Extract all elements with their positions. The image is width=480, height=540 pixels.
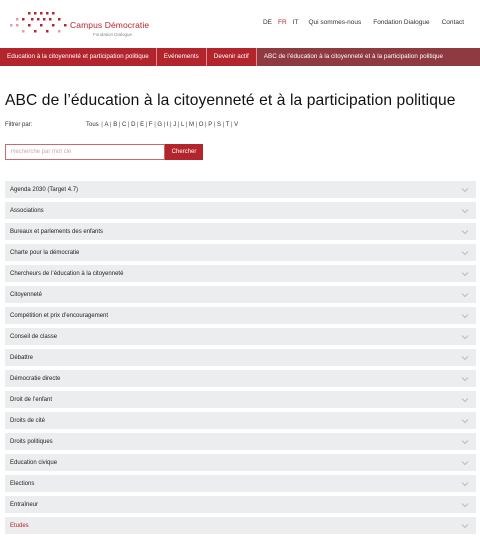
separator: | xyxy=(127,122,130,128)
glossary-row-label: Education civique xyxy=(10,459,58,466)
separator: | xyxy=(177,122,180,128)
filter-letter-t[interactable]: T xyxy=(225,122,230,128)
glossary-row[interactable] xyxy=(5,391,476,408)
separator: | xyxy=(213,122,216,128)
glossary-row-label: Droits politiques xyxy=(10,438,53,445)
glossary-row[interactable] xyxy=(5,496,476,513)
nav-item-devenir-actif[interactable]: Devenir actif xyxy=(207,48,257,66)
filter-letter-s[interactable]: S xyxy=(216,122,221,128)
glossary-row-label: Conseil de classe xyxy=(10,333,58,340)
glossary-row-label: Chercheurs de l’éducation à la citoyenneté xyxy=(10,270,124,277)
glossary-row-label: Entraîneur xyxy=(10,501,39,508)
glossary-row-label: Compétition et prix d’encouragement xyxy=(10,312,109,319)
filter-letter-i[interactable]: I xyxy=(166,122,169,128)
filter-letter-b[interactable]: B xyxy=(113,122,118,128)
main-navigation xyxy=(0,48,480,66)
header xyxy=(0,0,480,44)
filter-letter-m[interactable]: M xyxy=(189,122,195,128)
chevron-down-icon[interactable] xyxy=(460,291,470,299)
page-title: ABC de l’éducation à la citoyenneté et à la participation politique xyxy=(5,92,456,109)
filter-letter-c[interactable]: C xyxy=(121,122,127,128)
separator: | xyxy=(163,122,166,128)
separator: | xyxy=(195,122,198,128)
chevron-down-icon[interactable] xyxy=(460,396,470,404)
chevron-down-icon[interactable] xyxy=(460,459,470,467)
separator: | xyxy=(170,122,172,128)
separator: | xyxy=(110,122,112,128)
glossary-row[interactable] xyxy=(5,244,476,261)
filter-letter-v[interactable]: V xyxy=(234,122,239,128)
chevron-down-icon[interactable] xyxy=(460,333,470,341)
separator: | xyxy=(185,122,188,128)
glossary-row[interactable] xyxy=(5,328,476,345)
filter-letter-f[interactable]: F xyxy=(148,122,153,128)
glossary-row-label: Droits de cité xyxy=(10,417,46,424)
logo-title: Campus Démocratie xyxy=(70,20,150,30)
glossary-row[interactable] xyxy=(5,517,476,534)
filter-letter-g[interactable]: G xyxy=(157,122,163,128)
link-qui-sommes-nous[interactable]: Qui sommes-nous xyxy=(308,19,362,26)
filter-letter-l[interactable]: L xyxy=(180,122,185,128)
filter-all[interactable]: Tous xyxy=(86,122,99,128)
lang-fr[interactable]: FR xyxy=(278,19,287,26)
filter-letter-j[interactable]: J xyxy=(173,122,177,128)
chevron-down-icon[interactable] xyxy=(460,522,470,530)
chevron-down-icon[interactable] xyxy=(460,480,470,488)
glossary-row-label: Etudes xyxy=(10,522,29,529)
glossary-row[interactable] xyxy=(5,286,476,303)
filter-letter-e[interactable]: E xyxy=(140,122,145,128)
glossary-row-label: Citoyenneté xyxy=(10,291,43,298)
nav-item-abc[interactable]: ABC de l’éducation à la citoyenneté et à la participation politique xyxy=(257,48,480,66)
filter-letter-a[interactable]: A xyxy=(104,122,109,128)
glossary-row-label: Démocratie directe xyxy=(10,375,61,382)
chevron-down-icon[interactable] xyxy=(460,312,470,320)
glossary-list xyxy=(5,181,476,538)
logo[interactable] xyxy=(8,8,148,38)
chevron-down-icon[interactable] xyxy=(460,270,470,278)
glossary-row-label: Droit de l’enfant xyxy=(10,396,53,403)
filter-letter-p[interactable]: P xyxy=(208,122,213,128)
link-contact[interactable]: Contact xyxy=(441,19,464,26)
glossary-row[interactable] xyxy=(5,265,476,282)
chevron-down-icon[interactable] xyxy=(460,228,470,236)
chevron-down-icon[interactable] xyxy=(460,438,470,446)
top-navigation xyxy=(263,19,464,26)
lang-de[interactable]: DE xyxy=(262,19,273,26)
glossary-row[interactable] xyxy=(5,307,476,324)
alphabet-filter xyxy=(86,122,239,128)
chevron-down-icon[interactable] xyxy=(460,249,470,257)
glossary-row-label: Bureaux et parlements des enfants xyxy=(10,228,104,235)
glossary-row[interactable] xyxy=(5,454,476,471)
glossary-row-label: Débattre xyxy=(10,354,34,361)
glossary-row-label: Associations xyxy=(10,207,44,214)
link-fondation-dialogue[interactable]: Fondation Dialogue xyxy=(373,19,430,26)
glossary-row[interactable] xyxy=(5,475,476,492)
separator: | xyxy=(154,122,156,128)
chevron-down-icon[interactable] xyxy=(460,417,470,425)
separator: | xyxy=(118,122,121,128)
filter-letter-o[interactable]: O xyxy=(198,122,204,128)
chevron-down-icon[interactable] xyxy=(460,207,470,215)
search-button[interactable]: Chercher xyxy=(165,144,203,160)
chevron-down-icon[interactable] xyxy=(460,354,470,362)
separator: | xyxy=(145,122,148,128)
glossary-row[interactable] xyxy=(5,181,476,198)
separator: | xyxy=(205,122,207,128)
separator: | xyxy=(137,122,139,128)
chevron-down-icon[interactable] xyxy=(460,501,470,509)
filter-letter-d[interactable]: D xyxy=(131,122,136,128)
separator: | xyxy=(222,122,225,128)
lang-it[interactable]: IT xyxy=(292,19,299,26)
chevron-down-icon[interactable] xyxy=(460,186,470,194)
logo-subtitle: Fondation Dialogue xyxy=(93,32,133,37)
nav-item-education[interactable]: Education à la citoyenneté et participation politique xyxy=(0,48,157,66)
glossary-row[interactable] xyxy=(5,433,476,450)
logo-dots-icon xyxy=(8,8,70,38)
glossary-row[interactable] xyxy=(5,202,476,219)
chevron-down-icon[interactable] xyxy=(460,375,470,383)
separator: | xyxy=(101,122,103,128)
filter-label: Filtrer par: xyxy=(5,122,33,128)
glossary-row[interactable] xyxy=(5,349,476,366)
glossary-row-label: Elections xyxy=(10,480,35,487)
nav-item-evenements[interactable]: Evénements xyxy=(157,48,207,66)
glossary-row-label: Agenda 2030 (Target 4.7) xyxy=(10,186,79,193)
glossary-row[interactable] xyxy=(5,370,476,387)
glossary-row-label: Charte pour la démocratie xyxy=(10,249,80,256)
glossary-row[interactable] xyxy=(5,223,476,240)
separator: | xyxy=(231,122,233,128)
search-input[interactable] xyxy=(5,144,165,160)
glossary-row[interactable] xyxy=(5,412,476,429)
